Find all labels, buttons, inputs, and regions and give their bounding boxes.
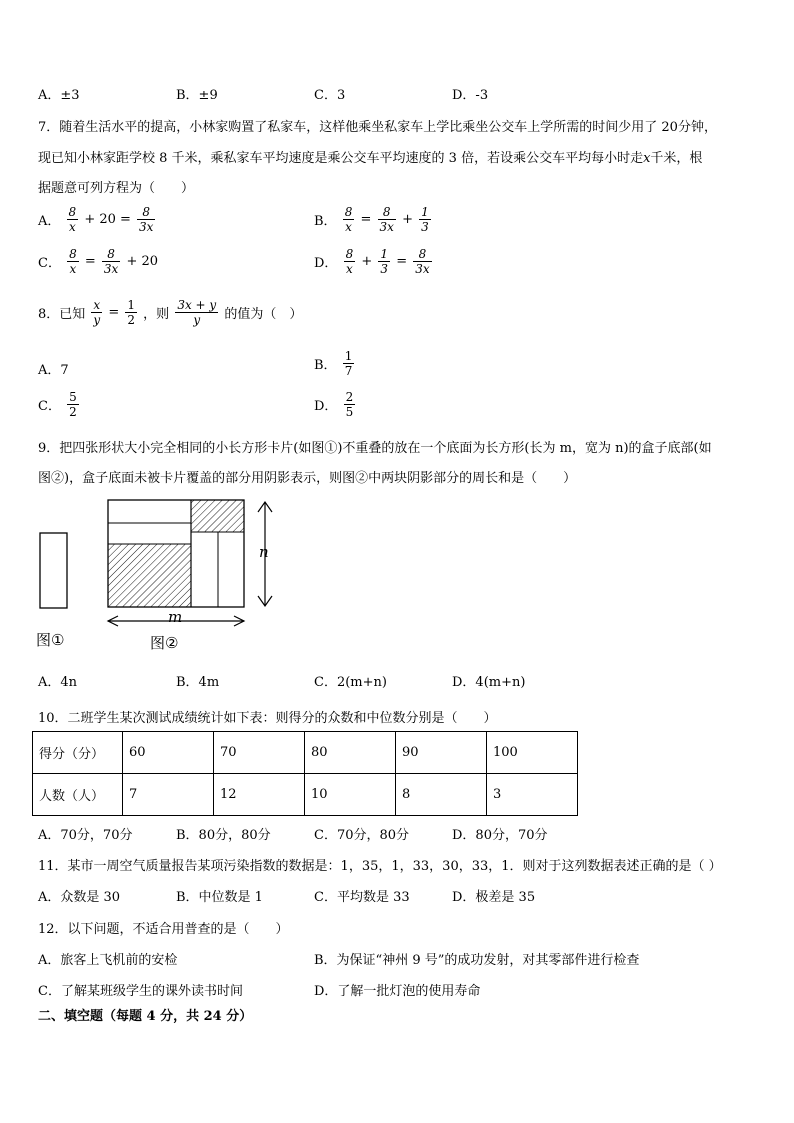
q12-option-d: D．了解一批灯泡的使用寿命	[314, 984, 481, 999]
fraction: $\frac{8}{x}$	[69, 247, 77, 276]
fraction: $\frac{2}{5}$	[345, 390, 354, 419]
table-cell: 80	[305, 732, 396, 774]
q7-stem-line1: 7．随着生活水平的提高，小林家购置了私家车，这样他乘坐私家车上学比乘坐公交车上学所需的时间少用了 20分钟，	[38, 120, 717, 135]
fraction: $\frac{5}{2}$	[69, 390, 77, 419]
fraction: $\frac{3x + y}{y}$	[177, 298, 217, 327]
operator: +	[402, 212, 413, 227]
fraction: $\frac{8}{x}$	[68, 205, 77, 234]
fraction: $\frac{1}{3}$	[380, 247, 389, 276]
q7-option-d	[314, 247, 434, 276]
q10-option-d: D．80分，70分	[452, 828, 548, 843]
q7-stem-line3: 据题意可列方程为（ ）	[38, 181, 195, 196]
table-cell: 3	[487, 774, 578, 816]
operator: =	[396, 254, 408, 269]
label-n: n	[259, 543, 269, 561]
operator: + 20 =	[84, 212, 131, 227]
q6-option-c: C．3	[314, 88, 346, 103]
q12-option-b: B．为保证“神州 9 号”的成功发射，对其零部件进行检查	[314, 953, 640, 968]
figure2-caption: 图②	[150, 634, 179, 652]
q7-variable-x: x	[643, 151, 651, 166]
table-cell: 8	[396, 774, 487, 816]
q7-stem-line2	[38, 147, 702, 166]
q9-option-b: B．4m	[176, 675, 220, 690]
q8-suffix: 的值为（ ）	[224, 307, 303, 322]
fraction: $\frac{1}{3}$	[421, 205, 429, 234]
q6-option-d: D．-3	[452, 88, 489, 103]
fraction: $\frac{8}{x}$	[344, 205, 353, 234]
q12-option-a: A．旅客上飞机前的安检	[38, 953, 178, 968]
q11-option-b: B．中位数是 1	[176, 890, 263, 905]
fraction: $\frac{8}{x}$	[345, 247, 354, 276]
table-cell: 12	[214, 774, 305, 816]
fraction: $\frac{8}{3x}$	[103, 247, 119, 276]
fraction: $\frac{1}{2}$	[127, 298, 136, 327]
q9-option-c: C．2(m+n)	[314, 675, 387, 690]
q8-option-b: B． $\frac{1}{7}$	[314, 349, 353, 378]
q8-option-d: D． $\frac{2}{5}$	[314, 390, 354, 419]
section-heading: 二、填空题（每题 4 分，共 24 分）	[38, 1009, 253, 1024]
option-label: D．	[314, 256, 338, 271]
q9-option-d: D．4(m+n)	[452, 675, 526, 690]
q6-option-b: B．±9	[176, 88, 218, 103]
table-cell: 10	[305, 774, 396, 816]
fraction: $\frac{8}{3x}$	[415, 247, 430, 276]
q9-stem-line2: 图②)，盒子底面未被卡片覆盖的部分用阴影表示，则图②中两块阴影部分的周长和是（ ）	[38, 471, 577, 486]
q7-line2-end: 千米，根	[650, 151, 703, 166]
q12-option-c: C．了解某班级学生的课外读书时间	[38, 984, 243, 999]
figure1-caption: 图①	[36, 631, 65, 649]
q9-option-a: A．4n	[38, 675, 78, 690]
q7-option-a	[38, 205, 157, 234]
fraction: $\frac{x}{y}$	[93, 298, 101, 327]
option-label: C．	[38, 256, 61, 271]
operator: =	[84, 254, 96, 269]
q7-option-c	[38, 247, 158, 276]
option-label: A．	[38, 214, 61, 229]
q10-option-b: B．80分，80分	[176, 828, 271, 843]
shaded-region-top-right	[191, 500, 244, 532]
q9-stem-line1: 9．把四张形状大小完全相同的小长方形卡片(如图①)不重叠的放在一个底面为长方形(长为 m，宽为 n)的盒子底部(如	[38, 441, 712, 456]
q11-option-a: A．众数是 30	[38, 890, 121, 905]
option-label: B．	[314, 214, 337, 229]
q10-stem: 10．二班学生某次测试成绩统计如下表：则得分的众数和中位数分别是（ ）	[38, 711, 497, 726]
table-cell: 60	[123, 732, 214, 774]
table-cell: 得分（分）	[33, 732, 123, 774]
fraction: $\frac{1}{7}$	[344, 349, 353, 378]
table-row	[33, 774, 578, 816]
q11-option-d: D．极差是 35	[452, 890, 536, 905]
q8-prefix: 8．已知	[38, 307, 86, 322]
label-m: m	[168, 608, 183, 626]
q8-option-c: C． $\frac{5}{2}$	[38, 390, 77, 419]
q11-option-c: C．平均数是 33	[314, 890, 410, 905]
table-cell: 100	[487, 732, 578, 774]
q8-mid: ，则	[143, 307, 170, 322]
table-cell: 70	[214, 732, 305, 774]
q10-option-a: A．70分，70分	[38, 828, 133, 843]
operator: + 20	[126, 254, 159, 269]
q7-option-b	[314, 205, 433, 234]
q8-option-a: A．7	[38, 363, 69, 378]
q10-option-c: C．70分，80分	[314, 828, 410, 843]
shaded-region-bottom-left	[108, 544, 191, 607]
table-cell: 人数（人）	[33, 774, 123, 816]
fraction: $\frac{8}{3x}$	[139, 205, 154, 234]
card-rectangle	[40, 533, 67, 608]
operator: =	[360, 212, 372, 227]
q6-option-a: A．±3	[38, 88, 80, 103]
table-cell: 90	[396, 732, 487, 774]
q12-stem: 12．以下问题，不适合用普查的是（ ）	[38, 922, 289, 937]
table-cell: 7	[123, 774, 214, 816]
score-table	[32, 731, 578, 816]
operator: +	[361, 254, 373, 269]
fraction: $\frac{8}{3x}$	[379, 205, 394, 234]
table-row	[33, 732, 578, 774]
q8-stem: 8．已知 $\frac{x}{y}$ = $\frac{1}{2}$ ，则 $\frac{3x + y}{y}$ 的值为（ ）	[38, 298, 303, 327]
q7-line2-text: 现已知小林家距学校 8 千米，乘私家车平均速度是乘公交车平均速度的 3 倍，若设乘公交车平均每小时走	[38, 151, 644, 166]
q11-stem: 11．某市一周空气质量报告某项污染指数的数据是：1，35，1，33，30，33，1．则对于这列数据表述正确的是（ ）	[38, 859, 722, 874]
